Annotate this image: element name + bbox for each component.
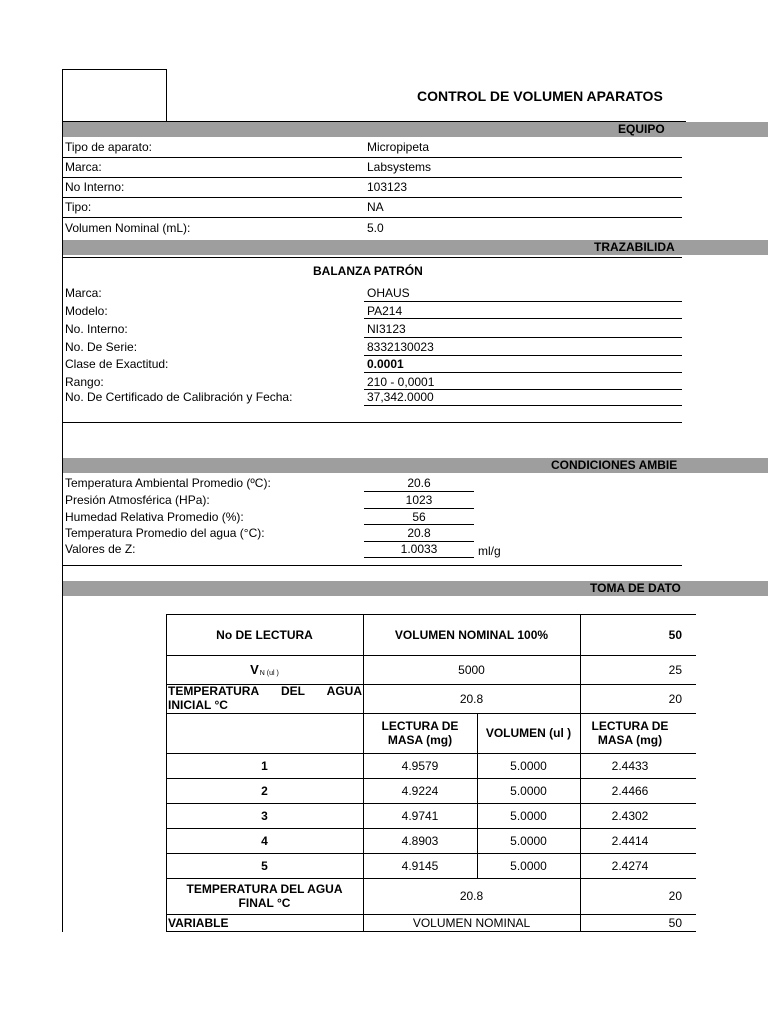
condicion-value: 20.8: [407, 526, 431, 540]
equipo-value: NA: [367, 200, 384, 214]
equipo-label: Marca:: [65, 160, 102, 174]
condicion-label: Valores de Z:: [65, 542, 136, 556]
row-volumen: 5.0000: [510, 833, 547, 848]
row-masa-50: 2.4274: [611, 858, 649, 873]
section-label-toma: TOMA DE DATO: [590, 581, 681, 595]
equipo-value: Micropipeta: [367, 140, 430, 154]
vn-100: 5000: [458, 662, 485, 677]
equipo-label: No Interno:: [65, 180, 125, 194]
balanza-label: No. Interno:: [65, 322, 128, 336]
row-masa-50: 2.4302: [611, 808, 649, 823]
section-label-trazabilidad: TRAZABILIDA: [594, 240, 675, 254]
balanza-value: 8332130023: [367, 340, 434, 354]
subheader-masa: LECTURA DE MASA (mg): [381, 719, 459, 747]
temp-inicial-100: 20.8: [459, 691, 484, 706]
equipo-label: Tipo:: [65, 200, 92, 214]
condicion-value: 1.0033: [400, 542, 438, 556]
temp-final-label: TEMPERATURA DEL AGUA FINAL °C: [186, 882, 343, 910]
temp-inicial-label: TEMPERATURA DEL AGUA INICIAL °C: [168, 684, 362, 712]
section-label-equipo: EQUIPO: [618, 122, 665, 136]
equipo-value: Labsystems: [367, 160, 432, 174]
header-volumen-50: 50: [668, 627, 682, 642]
balanza-label: Modelo:: [65, 304, 108, 318]
section-label-condiciones: CONDICIONES AMBIE: [551, 458, 678, 472]
row-number: 2: [261, 783, 268, 798]
balanza-value: PA214: [367, 304, 403, 318]
row-masa-50: 2.4466: [611, 783, 649, 798]
row-number: 1: [261, 758, 268, 773]
balanza-value: NI3123: [367, 322, 406, 336]
balanza-value: 0.0001: [367, 357, 404, 371]
condicion-value: 1023: [405, 493, 433, 507]
balanza-value: 37,342.0000: [367, 390, 434, 404]
data-table: [166, 614, 696, 932]
row-number: 5: [261, 858, 268, 873]
page-title: CONTROL DE VOLUMEN APARATOS: [417, 88, 663, 104]
balanza-label: No. De Serie:: [65, 340, 138, 354]
condicion-unit: ml/g: [478, 544, 501, 558]
row-masa: 4.9741: [401, 808, 439, 823]
equipo-label: Volumen Nominal (mL):: [65, 221, 191, 235]
variable-100: VOLUMEN NOMINAL: [412, 915, 531, 930]
row-number: 3: [261, 808, 268, 823]
vn-label: V N (ul ): [250, 661, 279, 677]
balanza-label: Rango:: [65, 375, 104, 389]
condicion-value: 20.6: [407, 476, 431, 490]
row-masa: 4.9579: [401, 758, 439, 773]
row-volumen: 5.0000: [510, 808, 547, 823]
condicion-label: Temperatura Promedio del agua (°C):: [65, 526, 265, 540]
row-volumen: 5.0000: [510, 858, 547, 873]
condicion-label: Presión Atmosférica (HPa):: [65, 493, 210, 507]
row-masa-50: 2.4414: [611, 833, 649, 848]
condicion-value: 56: [412, 510, 426, 524]
row-volumen: 5.0000: [510, 783, 547, 798]
equipo-label: Tipo de aparato:: [65, 140, 152, 154]
header-no-lectura: No DE LECTURA: [216, 627, 313, 642]
row-masa-50: 2.4433: [611, 758, 649, 773]
equipo-value: 103123: [367, 180, 408, 194]
temp-final-50: 20: [668, 889, 682, 903]
temp-inicial-50: 20: [668, 691, 682, 706]
balanza-value: OHAUS: [367, 286, 410, 300]
equipo-value: 5.0: [367, 221, 384, 235]
vn-50: 25: [668, 662, 682, 677]
row-masa: 4.8903: [401, 833, 439, 848]
row-masa: 4.9224: [401, 783, 439, 798]
condicion-label: Humedad Relativa Promedio (%):: [65, 510, 244, 524]
logo-box: [62, 69, 167, 122]
subheader-volumen: VOLUMEN (ul ): [485, 726, 572, 740]
variable-50: 50: [668, 915, 682, 930]
row-masa: 4.9145: [401, 858, 439, 873]
balanza-value: 210 - 0,0001: [367, 375, 435, 389]
temp-final-100: 20.8: [459, 889, 484, 903]
balanza-heading: BALANZA PATRÓN: [313, 264, 423, 278]
row-volumen: 5.0000: [510, 758, 547, 773]
balanza-label: No. De Certificado de Calibración y Fecha:: [65, 390, 293, 404]
row-number: 4: [261, 833, 268, 848]
header-volumen-100: VOLUMEN NOMINAL 100%: [394, 627, 549, 642]
condicion-label: Temperatura Ambiental Promedio (ºC):: [65, 476, 271, 490]
balanza-label: Clase de Exactitud:: [65, 357, 169, 371]
subheader-masa-50: LECTURA DE MASA (mg): [591, 719, 669, 747]
variable-label: VARIABLE: [168, 915, 229, 930]
balanza-label: Marca:: [65, 286, 102, 300]
